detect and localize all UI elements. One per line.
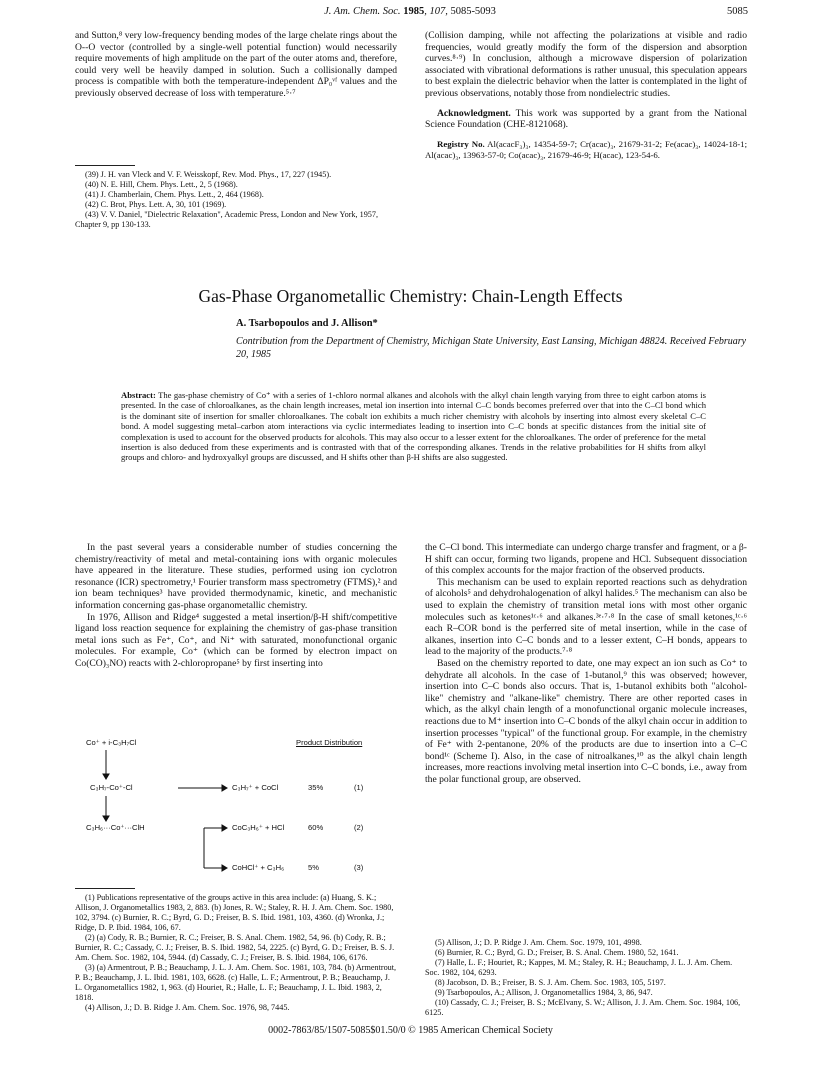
reference-item: (1) Publications representative of the groups active in this area include: (a) Huang, S. K.; Allison, J. Organometallics 1983, 2, 883. (b) Jones, R. W.; Staley, R. H. J. Am. Chem. Soc. 1980, 102, 3794. (c) Burnier, R. C.; Byrd, G. D.; Freiser, B. S. Ibid. 1981, 103, 4360. (d) Wronka, J.; Ridge, D. P. Ibid. 1984, 106, 67.: [75, 893, 394, 932]
abstract-text: The gas-phase chemistry of Co⁺ with a series of 1-chloro normal alkanes and alcohols with the alkyl chain length varying from three to eight carbon atoms is presented. In the case of chloroalkanes, as the chain length increases, metal ion insertion into internal C–C bonds becomes preferred over that into the C–Cl bond which is the dominant site of insertion for smaller chloroalkanes. The cobalt ion exhibits a much richer chemistry with alcohols by inserting into almost every skeletal C–C bond. A model suggesting metal–carbon atom interactions via cyclic intermediates leading to insertion into C–C bonds at specific distances from the initial site of complexation is used to account for the observed products for alcohols. This may also occur to a lesser extent for the chloroalkanes. The order of preference for the metal insertion is also deduced from these experiments and is contrasted with that of the corresponding alkanes. Trends in the relative probabilities for H shifts from alkyl groups and chloro- and hydroxyalkyl groups are discussed, and H shifts other than β-H shifts are also suggested.: [121, 390, 706, 463]
scheme-product: CoHCl⁺ + C₃H₆: [232, 863, 285, 872]
body-paragraph: the C–Cl bond. This intermediate can undergo charge transfer and fragment, or a β-H shift can occur, forming two ligands, propene and HCl. Subsequent dissociation of this complex accounts for the major fraction of the observed products.: [425, 542, 747, 577]
footnote-rule: [75, 165, 135, 166]
scheme-equation-number: (1): [354, 783, 364, 792]
arrow-right-2-head: [222, 825, 227, 831]
registry-text: Al(acacF₃)₃, 14354-59-7; Cr(acac)₃, 21679-31-2; Fe(acac)₃, 14024-18-1; Al(acac)₃, 13963-57-0; Co(acac)₃, 21679-46-9; H(acac), 123-54-6.: [425, 138, 748, 160]
journal-citation: J. Am. Chem. Soc. 1985, 107, 5085-5093: [324, 6, 496, 17]
acknowledgment: [425, 108, 747, 131]
body-paragraph: In the past several years a considerable number of studies concerning the chemistry/reactivity of metal and metal-containing ions with organic molecules have appeared in the literature. These studies, performed using ion cyclotron resonance (ICR) spectrometry,¹ Fourier transform mass spectrometry (FTMS),² and ion beam techniques³ have provided thermodynamic, kinetic, and mechanistic information concerning gas-phase organometallic chemistry.: [75, 542, 397, 611]
abstract-label: Abstract:: [121, 390, 156, 400]
reference-item: (9) Tsarbopoulos, A.; Allison, J. Organometallics 1984, 3, 86, 947.: [435, 988, 653, 997]
footnote-rule: [75, 888, 135, 889]
affiliation: Contribution from the Department of Chemistry, Michigan State University, East Lansing, Michigan 48824. Received February 20, 1985: [236, 336, 747, 360]
page-number: 5085: [727, 6, 748, 17]
body-paragraph: Based on the chemistry reported to date, one may expect an ion such as Co⁺ to dehydrate all alcohols. In the case of 1-butanol,⁹ this was observed; however, insertion into C–C bonds also occurs. That is, 1-butanol exhibits both "alcohol-like" chemistry and "alkane-like" chemistry. There are other reported cases in which, as the alkyl chain length of a monofunctional organic molecule increases, reactions due to M⁺ insertion into C–C bonds of the alkyl chain occur in addition to insertion processes "typical" of the functional group. For example, in the chemistry of Fe⁺ with 2-pentanone, 20% of the products are due to insertion into a C–C bond¹ᶜ (Scheme I). Also, in the case of nitroalkanes,¹⁰ as the alkyl chain length increases, more reactions involving metal insertion into C–C bonds, i.e., away from the polar functional group, are observed.: [425, 657, 747, 785]
body-paragraph: This mechanism can be used to explain reported reactions such as dehydration of alcohols⁵ and dehydrohalogenation of alkyl halides.⁵ The mechanism can also be used to explain the chemistry of transition metal ions with most other organic molecules such as ketones¹ᶜ·⁶ and alkanes.³ᵉ·⁷·⁸ In the case of small ketones,¹ᶜ·⁶ each R–COR bond is the perferred site of metal insertion, while in the case of alkanes, insertion into C–C bonds and to a lesser extent, C–H bonds, appears to lead to the majority of the products.⁷·⁸: [425, 576, 747, 658]
journal-pages: 5085-5093: [450, 6, 496, 17]
reference-item: (43) V. V. Daniel, "Dielectric Relaxation", Academic Press, London and New York, 1957, Chapter 9, pp 130-133.: [75, 210, 379, 229]
registry-label: Registry No.: [437, 138, 485, 149]
reference-item: (7) Halle, L. F.; Houriet, R.; Kappes, M. M.; Staley, R. H.; Beauchamp, J. L. J. Am. Chem. Soc. 1982, 104, 6293.: [425, 958, 733, 977]
reference-item: (40) N. E. Hill, Chem. Phys. Lett., 2, 5 (1968).: [85, 180, 238, 189]
abstract: [121, 390, 706, 463]
body-right-column: [425, 542, 747, 785]
journal-volume: 107: [429, 6, 446, 17]
acknowledgment-text: This work was supported by a grant from the National Science Foundation (CHE-8121068).: [425, 107, 747, 131]
scheme-equation-number: (3): [354, 863, 364, 872]
reference-item: (6) Burnier, R. C.; Byrd, G. D.; Freiser, B. S. Anal. Chem. 1980, 52, 1641.: [435, 948, 679, 957]
references-left: [75, 893, 397, 1013]
references-right: [425, 938, 747, 1018]
copyright-footer: 0002-7863/85/1507-5085$01.50/0 © 1985 American Chemical Society: [268, 1025, 553, 1036]
previous-article-right: [425, 30, 747, 160]
reference-item: (10) Cassady, C. J.; Freiser, B. S.; McElvany, S. W.; Allison, J. J. Am. Chem. Soc. 1984, 106, 6125.: [425, 998, 741, 1017]
arrow-right-3-head: [222, 865, 227, 871]
reference-item: (8) Jacobson, D. B.; Freiser, B. S. J. Am. Chem. Soc. 1983, 105, 5197.: [435, 978, 666, 987]
scheme-product: CoC₃H₆⁺ + HCl: [232, 823, 285, 832]
reference-item: (2) (a) Cody, R. B.; Burnier, R. C.; Freiser, B. S. Anal. Chem. 1982, 54, 96. (b) Cody, R. B.; Burnier, R. C.; Cassady, C. J.; Freiser, B. S. Ibid. 1982, 54, 2225. (c) Byrd, G. D.; Freiser, B. S. J. Am. Chem. Soc. 1982, 104, 5944. (d) Cassady, C. J.; Freiser, B. S. Ibid. 1984, 106, 6176.: [75, 933, 395, 962]
scheme-intermediate-2: C₃H₆···Co⁺···ClH: [86, 823, 145, 832]
reference-item: (5) Allison, J.; D. P. Ridge J. Am. Chem. Soc. 1979, 101, 4998.: [435, 938, 642, 947]
reference-item: (3) (a) Armentrout, P. B.; Beauchamp, J. L. J. Am. Chem. Soc. 1981, 103, 784. (b) Armentrout, P. B.; Beauchamp, J. L. Ibid. 1981, 103, 6628. (c) Halle, L. F.; Armentrout, P. B.; Beauchamp, J. L. Organometallics 1982, 1, 963. (d) Houriet, R.; Halle, L. F.; Beauchamp, J. L. Ibid. 1983, 2, 1818.: [75, 963, 397, 1002]
body-left-column: [75, 542, 397, 670]
scheme-percent: 60%: [308, 823, 324, 832]
arrow-down-1-head: [103, 774, 109, 779]
arrow-right-1-head: [222, 785, 227, 791]
scheme-intermediate-1: C₃H₇-Co⁺-Cl: [90, 783, 133, 792]
previous-article-paragraph: and Sutton,⁸ very low-frequency bending modes of the large chelate rings about the O--O vector (controlled by a single-well potential function) would necessarily require movements of high amplitude on the part of the outer atoms and, therefore, could very well be heavily damped in solution. Such a collisionally damped process is compatible with both the temperature-independent ΔP₀ᵛᶠ values and the previously observed decrease of loss with temperature.⁵·⁷: [75, 30, 397, 99]
previous-article-left: [75, 30, 397, 100]
acknowledgment-label: Acknowledgment.: [437, 107, 511, 119]
scheme-percent: 35%: [308, 783, 324, 792]
reference-item: (39) J. H. van Vleck and V. F. Weisskopf, Rev. Mod. Phys., 17, 227 (1945).: [85, 170, 332, 179]
reference-item: (41) J. Chamberlain, Chem. Phys. Lett., 2, 464 (1968).: [85, 190, 264, 199]
scheme-equation-number: (2): [354, 823, 364, 832]
scheme-header: Product Distribution: [296, 738, 363, 747]
authors: A. Tsarbopoulos and J. Allison*: [236, 318, 378, 329]
scheme-product: C₃H₇⁺ + CoCl: [232, 783, 279, 792]
body-paragraph: In 1976, Allison and Ridge⁴ suggested a metal insertion/β-H shift/competitive ligand loss reaction sequence for explaining the chemistry of gas-phase transition metal ions such as Fe⁺, Co⁺, and Ni⁺ with saturated, monofunctional organic molecules. For example, Co⁺ (which can be formed by electron impact on Co(CO)₃NO) reacts with 2-chloropropane⁵ by first inserting into: [75, 611, 397, 669]
arrow-down-2-head: [103, 816, 109, 821]
previous-article-paragraph: (Collision damping, while not affecting the polarizations at visible and radio frequencies, would greatly modify the form of the dispersion and absorption curves.⁸·⁹) In conclusion, although a microwave dispersion of polarization associated with vibrational deformations is rather unusual, this speculation appears to best explain the dielectric behavior when the latter is contemplated in the light of previous observations, notably those from nondielectric studies.: [425, 30, 747, 99]
scheme-percent: 5%: [308, 863, 319, 872]
registry-numbers: [425, 139, 747, 161]
previous-article-references: [75, 170, 397, 230]
reference-item: (42) C. Brot, Phys. Lett. A, 30, 101 (1969).: [85, 200, 227, 209]
reference-item: (4) Allison, J.; D. B. Ridge J. Am. Chem. Soc. 1976, 98, 7445.: [85, 1003, 290, 1012]
journal-year: 1985: [403, 6, 425, 17]
scheme-reactants: Co⁺ + i-C₃H₇Cl: [86, 738, 137, 747]
running-header: [72, 6, 748, 26]
journal-name: J. Am. Chem. Soc.: [324, 6, 401, 17]
article-title: Gas-Phase Organometallic Chemistry: Chain-Length Effects: [198, 286, 623, 306]
